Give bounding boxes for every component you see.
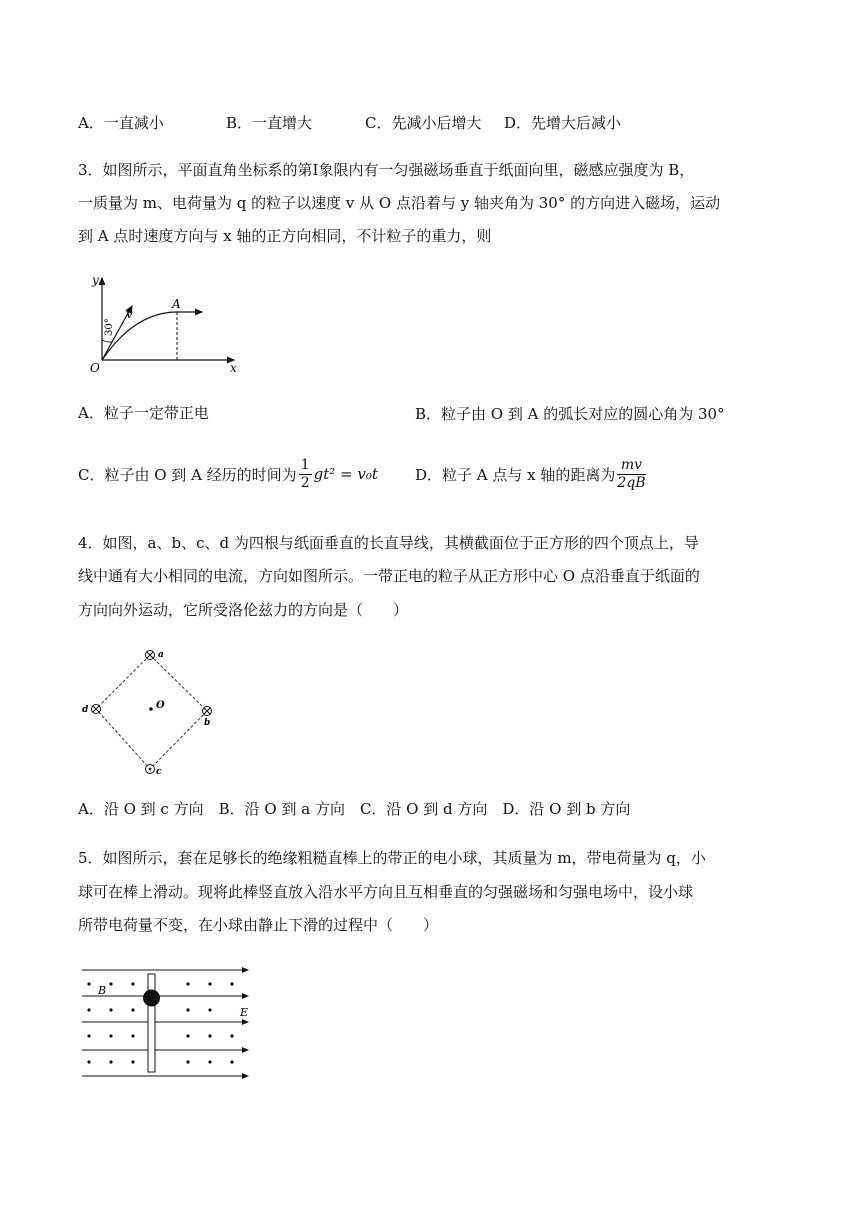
fraction-denominator: 2 <box>300 474 310 491</box>
q3-option-d-text: D．粒子 A 点与 x 轴的距离为 <box>415 465 616 484</box>
q3-option-d <box>415 454 648 494</box>
q3-option-b: B．粒子由 O 到 A 的弧长对应的圆心角为 30° <box>415 405 725 423</box>
q3-text-line3: 到 A 点时速度方向与 x 轴的正方向相同，不计粒子的重力，则 <box>78 227 492 245</box>
q3-text-line1: 3．如图所示，平面直角坐标系的第Ⅰ象限内有一匀强磁场垂直于纸面向里，磁感应强度为 B， <box>78 161 695 179</box>
q3-text-line2: 一质量为 m、电荷量为 q 的粒子以速度 v 从 O 点沿着与 y 轴夹角为 30° 的方向进入磁场，运动 <box>78 194 721 212</box>
fig-label-b: B <box>98 984 107 997</box>
q4-text-line1: 4．如图，a、b、c、d 为四根与纸面垂直的长直导线，其横截面位于正方形的四个顶点上，导 <box>78 534 699 552</box>
q4-square-wires-figure <box>80 645 230 780</box>
fig-label-o: O <box>90 361 100 375</box>
q2-option-d: D．先增大后减小 <box>504 114 622 132</box>
fig-label-v: v <box>126 307 133 321</box>
fig-label-e: E <box>240 1006 249 1019</box>
q4-options: A．沿 O 到 c 方向 B．沿 O 到 a 方向 C．沿 O 到 d 方向 D．沿 O 到 b 方向 <box>78 800 631 818</box>
wire-a-into-page-icon <box>146 651 155 660</box>
center-point-o <box>149 707 153 711</box>
fig-label-o: O <box>156 700 165 711</box>
fig-label-d: d <box>82 705 89 715</box>
q2-option-a: A．一直减小 <box>78 114 164 132</box>
q3-option-c-fraction <box>299 457 312 492</box>
fig-label-a: A <box>172 297 181 311</box>
fraction-numerator: 1 <box>300 456 310 473</box>
fig-label-x: x <box>230 361 237 375</box>
fig-label-b: b <box>204 718 211 728</box>
q3-option-a: A．粒子一定带正电 <box>78 404 209 422</box>
insulating-rod <box>148 974 155 1072</box>
wire-d-into-page-icon <box>92 705 101 714</box>
magnetic-field-dots <box>87 982 233 1063</box>
q5-text-line1: 5．如图所示，套在足够长的绝缘粗糙直棒上的带正的电小球，其质量为 m，带电荷量为 q，小 <box>78 849 706 867</box>
q2-option-c: C．先减小后增大 <box>365 114 482 132</box>
q3-option-c <box>78 454 378 494</box>
q5-field-rod-figure <box>78 960 258 1084</box>
electric-field-lines <box>82 970 248 1076</box>
q3-coordinate-figure <box>84 268 244 376</box>
q3-option-d-fraction <box>617 457 645 492</box>
wire-c-out-of-page-icon <box>146 765 155 774</box>
fraction-denominator: 2qB <box>617 474 646 491</box>
q3-option-c-text: C．粒子由 O 到 A 经历的时间为 <box>78 465 297 484</box>
fig-label-angle: 30° <box>104 318 115 336</box>
fig-label-c: c <box>156 767 162 777</box>
q4-text-line2: 线中通有大小相同的电流，方向如图所示。一带正电的粒子从正方形中心 O 点沿垂直于纸面的 <box>78 567 700 585</box>
wire-b-into-page-icon <box>203 707 212 716</box>
square-outline <box>96 655 207 769</box>
fraction-numerator: mv <box>617 457 645 475</box>
charged-ball <box>143 990 160 1007</box>
q3-option-c-expression: gt² = v₀t <box>313 465 378 483</box>
q4-text-line3: 方向向外运动，它所受洛伦兹力的方向是（ ） <box>78 601 409 619</box>
q5-text-line3: 所带电荷量不变，在小球由静止下滑的过程中（ ） <box>78 916 439 934</box>
fig-label-y: y <box>92 273 99 287</box>
q5-text-line2: 球可在棒上滑动。现将此棒竖直放入沿水平方向且互相垂直的匀强磁场和匀强电场中，设小球 <box>78 883 694 901</box>
fig-label-a: a <box>158 650 164 660</box>
q2-option-b: B．一直增大 <box>226 114 313 132</box>
